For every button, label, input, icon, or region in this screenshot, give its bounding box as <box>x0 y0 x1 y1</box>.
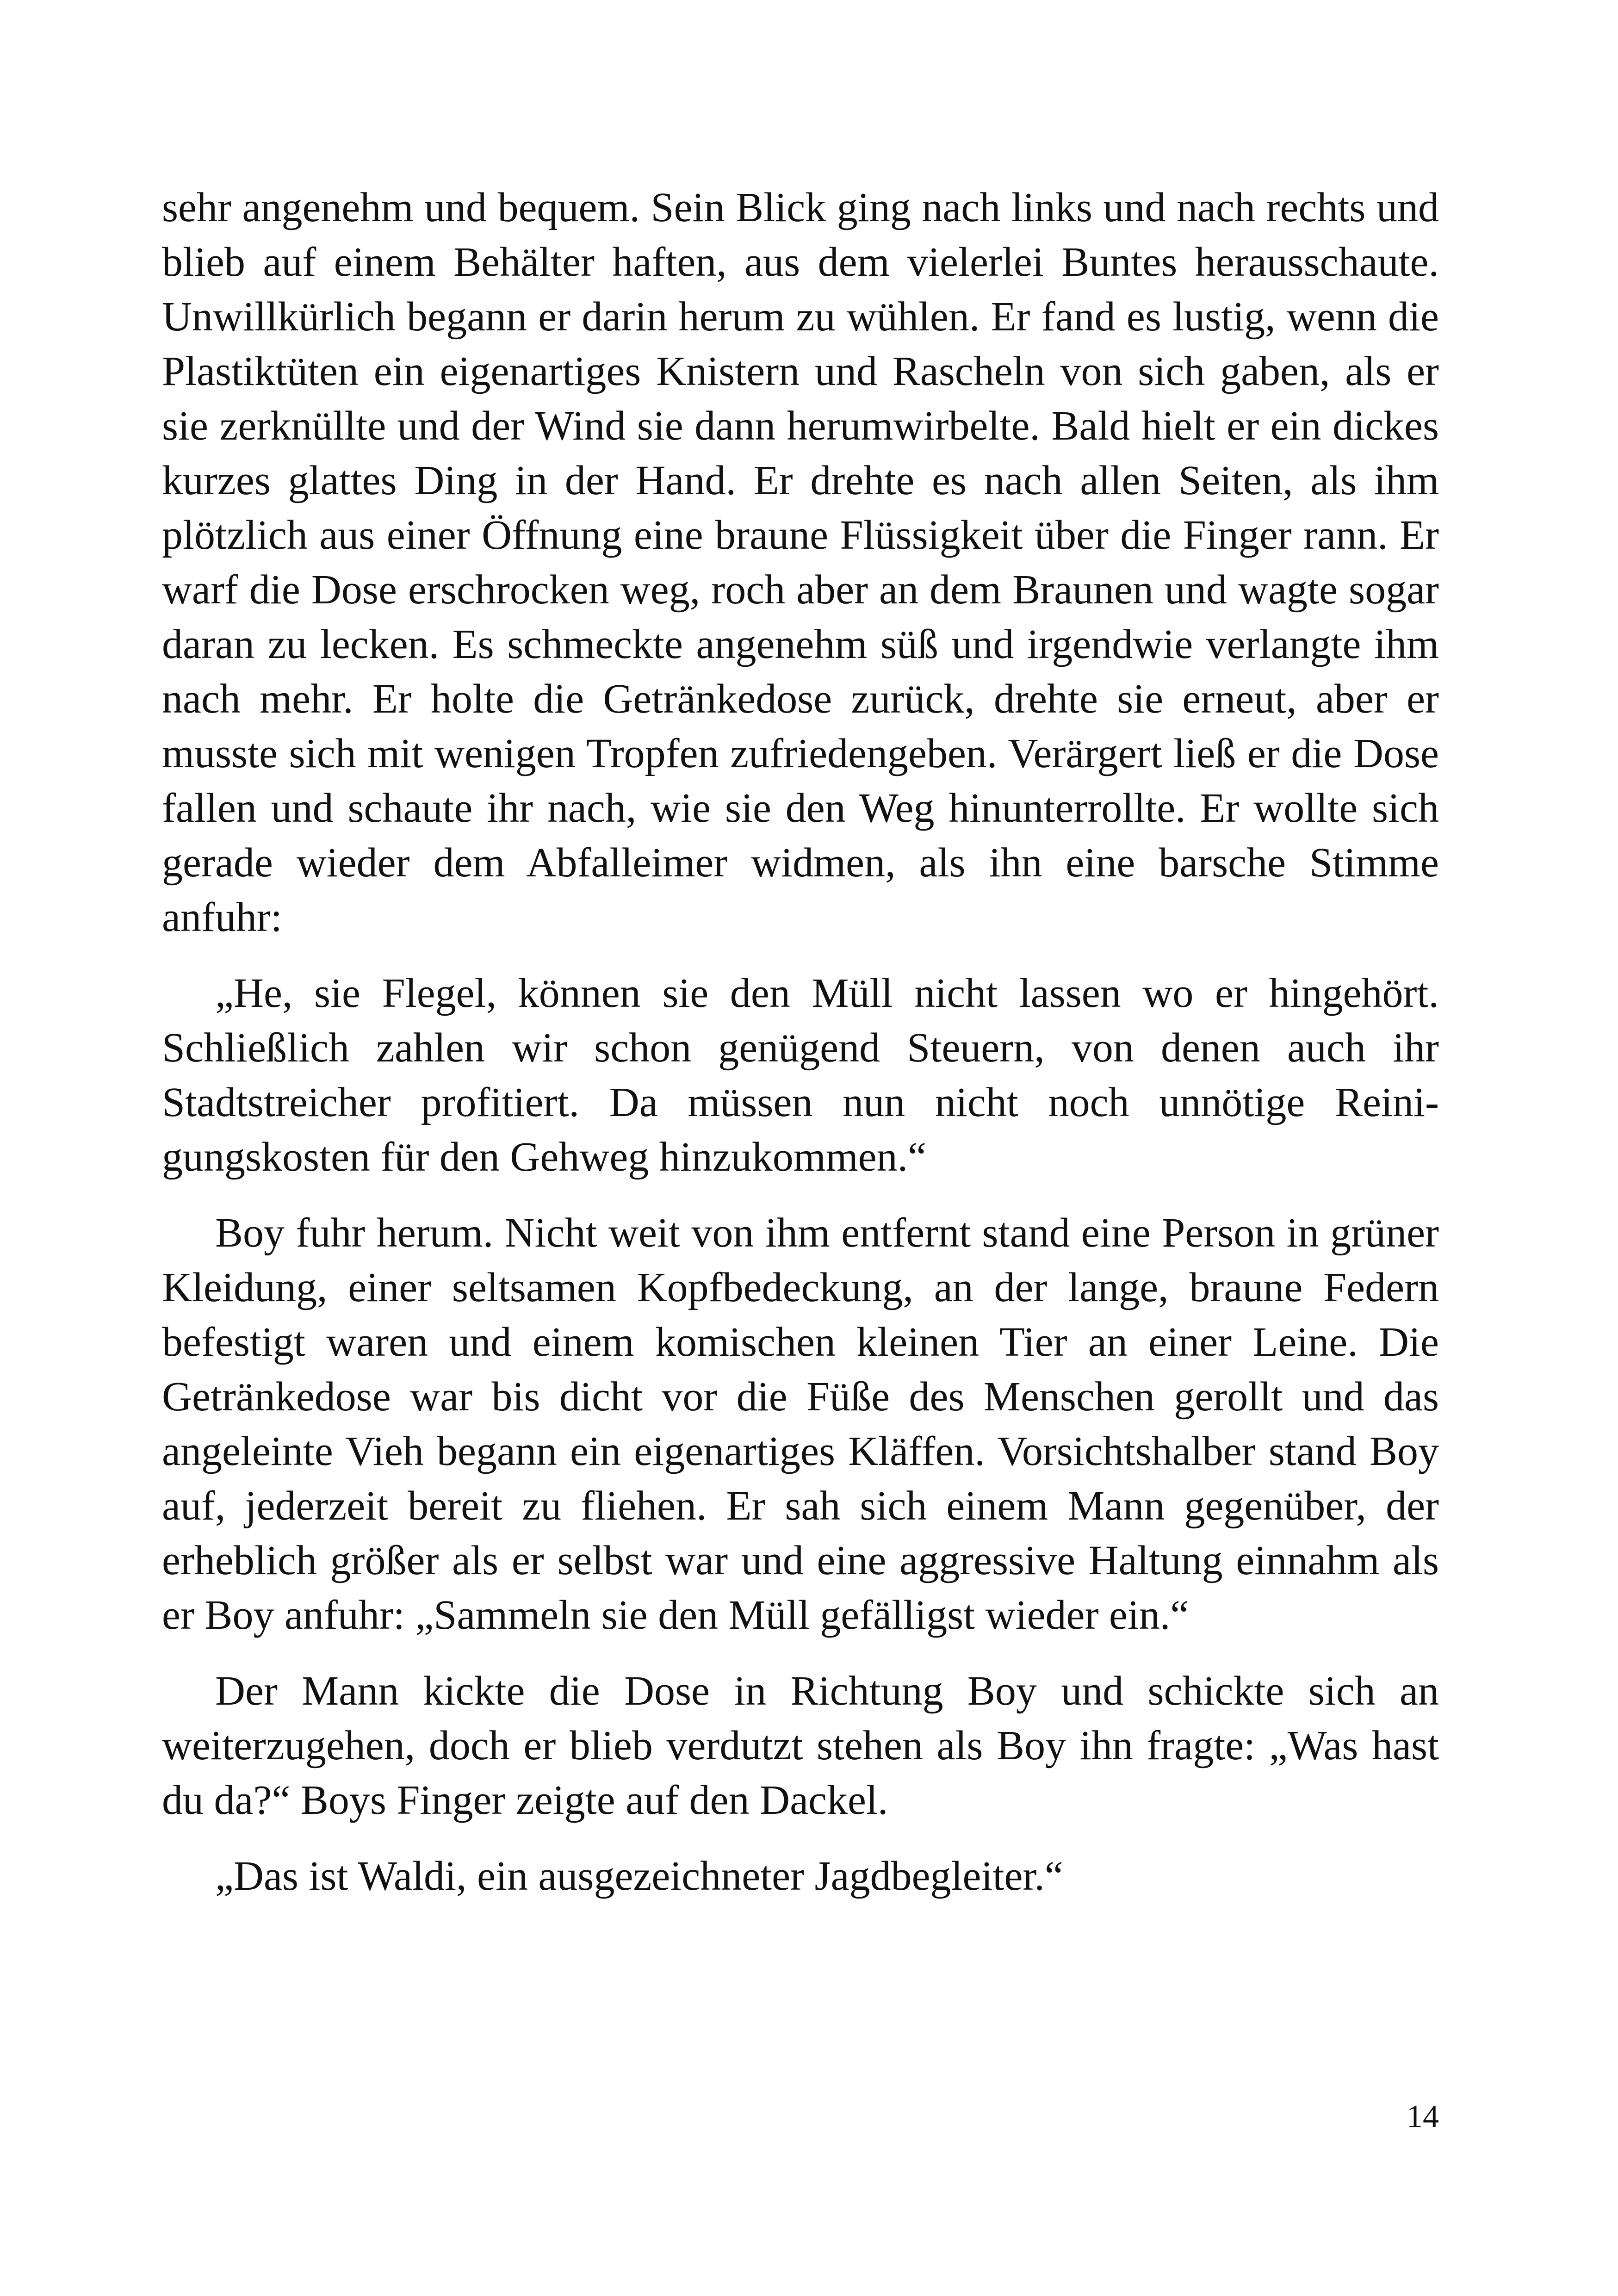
book-page <box>162 180 1439 1904</box>
paragraph-4: Der Mann kickte die Dose in Richtung Boy und schickte sich an weiterzugehen, doch er blieb verdutzt stehen als Boy ihn fragte: „Was hast du da?“ Boys Finger zeigte auf den Dackel. <box>162 1668 1439 1823</box>
paragraph-2: „He, sie Flegel, können sie den Müll nicht lassen wo er hingehört. Schließlich zahlen wir schon genügend Steuern, von denen auch ihr Stadtstreicher profitiert. Da müssen nun nicht noch unnötige Reinigungskosten für den Gehweg hinzukommen.“ <box>162 970 1439 1180</box>
paragraph-5: „Das ist Waldi, ein ausgezeichneter Jagdbegleiter.“ <box>215 1853 1063 1899</box>
paragraph-3: Boy fuhr herum. Nicht weit von ihm entfernt stand eine Person in grüner Kleidung, einer seltsamen Kopfbedeckung, an der lange, braune Federn befestigt waren und einem komischen kleinen Tier an einer Leine. Die Getränkedose war bis dicht vor die Füße des Menschen gerollt und das angeleinte Vieh begann ein eigenartiges Kläffen. Vorsichtshalber stand Boy auf, jederzeit bereit zu fliehen. Er sah sich einem Mann gegenüber, der erheblich größer als er selbst war und eine aggressive Haltung einnahm als er Boy anfuhr: „Sammeln sie den Müll gefälligst wieder ein.“ <box>162 1210 1439 1638</box>
page-number: 14 <box>1407 2099 1439 2135</box>
paragraph-1: sehr angenehm und bequem. Sein Blick ging nach links und nach rechts und blieb auf einem Behälter haften, aus dem vielerlei Buntes herausschaute. Unwillkürlich begann er darin herum zu wühlen. Er fand es lustig, wenn die Plastiktüten ein eigenartiges Knistern und Rascheln von sich gaben, als er sie zerknüllte und der Wind sie dann herumwirbelte. Bald hielt er ein dickes kurzes glattes Ding in der Hand. Er drehte es nach allen Seiten, als ihm plötzlich aus einer Öffnung eine braune Flüssigkeit über die Finger rann. Er warf die Dose erschrocken weg, roch aber an dem Braunen und wagte sogar daran zu lecken. Es schmeckte angenehm süß und irgendwie verlangte ihm nach mehr. Er holte die Getränkedose zurück, drehte sie erneut, aber er musste sich mit wenigen Tropfen zufriedengeben. Verärgert ließ er die Dose fallen und schaute ihr nach, wie sie den Weg hinunterrollte. Er wollte sich gerade wieder dem Abfalleimer widmen, als ihn eine barsche Stimme anfuhr: <box>162 185 1439 940</box>
